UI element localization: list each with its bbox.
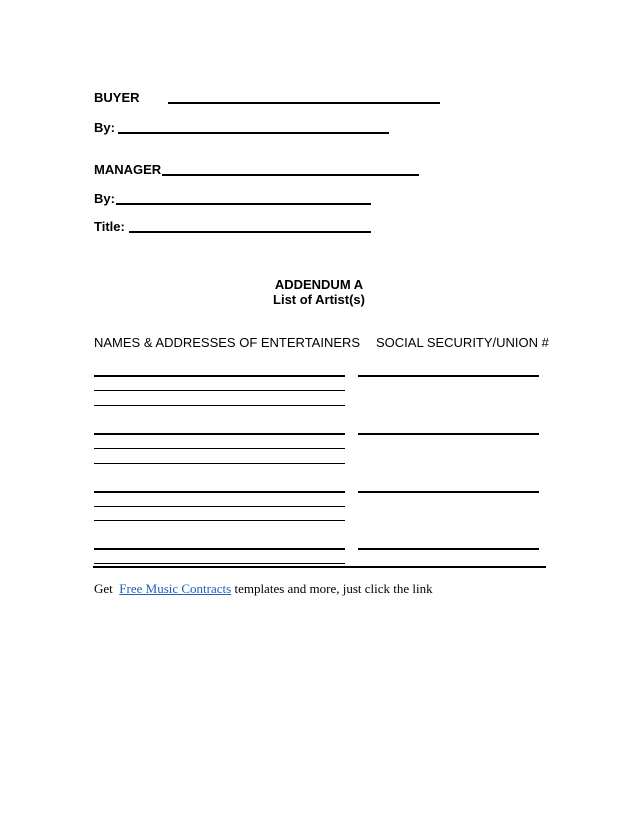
- manager-by-label: By:: [94, 191, 115, 206]
- free-music-contracts-link[interactable]: Free Music Contracts: [119, 581, 232, 596]
- manager-signature-line: [162, 174, 419, 176]
- footer-text: [94, 581, 433, 597]
- buyer-label: BUYER: [94, 90, 140, 105]
- entertainer-address-line: [94, 520, 345, 521]
- social-security-line: [358, 491, 539, 493]
- entertainer-address-line: [94, 463, 345, 464]
- buyer-by-label: By:: [94, 120, 115, 135]
- buyer-signature-line: [168, 102, 440, 104]
- entertainer-name-line: [94, 491, 345, 493]
- social-security-column-header: SOCIAL SECURITY/UNION #: [376, 335, 549, 350]
- entertainer-address-line: [94, 563, 345, 564]
- social-security-line: [358, 375, 539, 377]
- bottom-rule: [93, 566, 546, 568]
- manager-label: MANAGER: [94, 162, 162, 177]
- entertainer-name-line: [94, 548, 345, 550]
- entertainer-name-line: [94, 433, 345, 435]
- entertainer-name-line: [94, 375, 345, 377]
- footer-suffix: templates and more, just click the link: [234, 581, 433, 596]
- social-security-line: [358, 548, 539, 550]
- entertainer-address-line: [94, 448, 345, 449]
- title-line: [129, 231, 371, 233]
- entertainer-address-line: [94, 506, 345, 507]
- buyer-by-line: [118, 132, 389, 134]
- entertainer-address-line: [94, 405, 345, 406]
- entertainer-address-line: [94, 390, 345, 391]
- names-addresses-column-header: NAMES & ADDRESSES OF ENTERTAINERS: [94, 335, 361, 350]
- addendum-subheading: List of Artist(s): [273, 292, 365, 307]
- addendum-heading: ADDENDUM A: [274, 277, 364, 292]
- social-security-line: [358, 433, 539, 435]
- title-label: Title:: [94, 219, 125, 234]
- footer-prefix: Get: [94, 581, 113, 596]
- manager-by-line: [116, 203, 371, 205]
